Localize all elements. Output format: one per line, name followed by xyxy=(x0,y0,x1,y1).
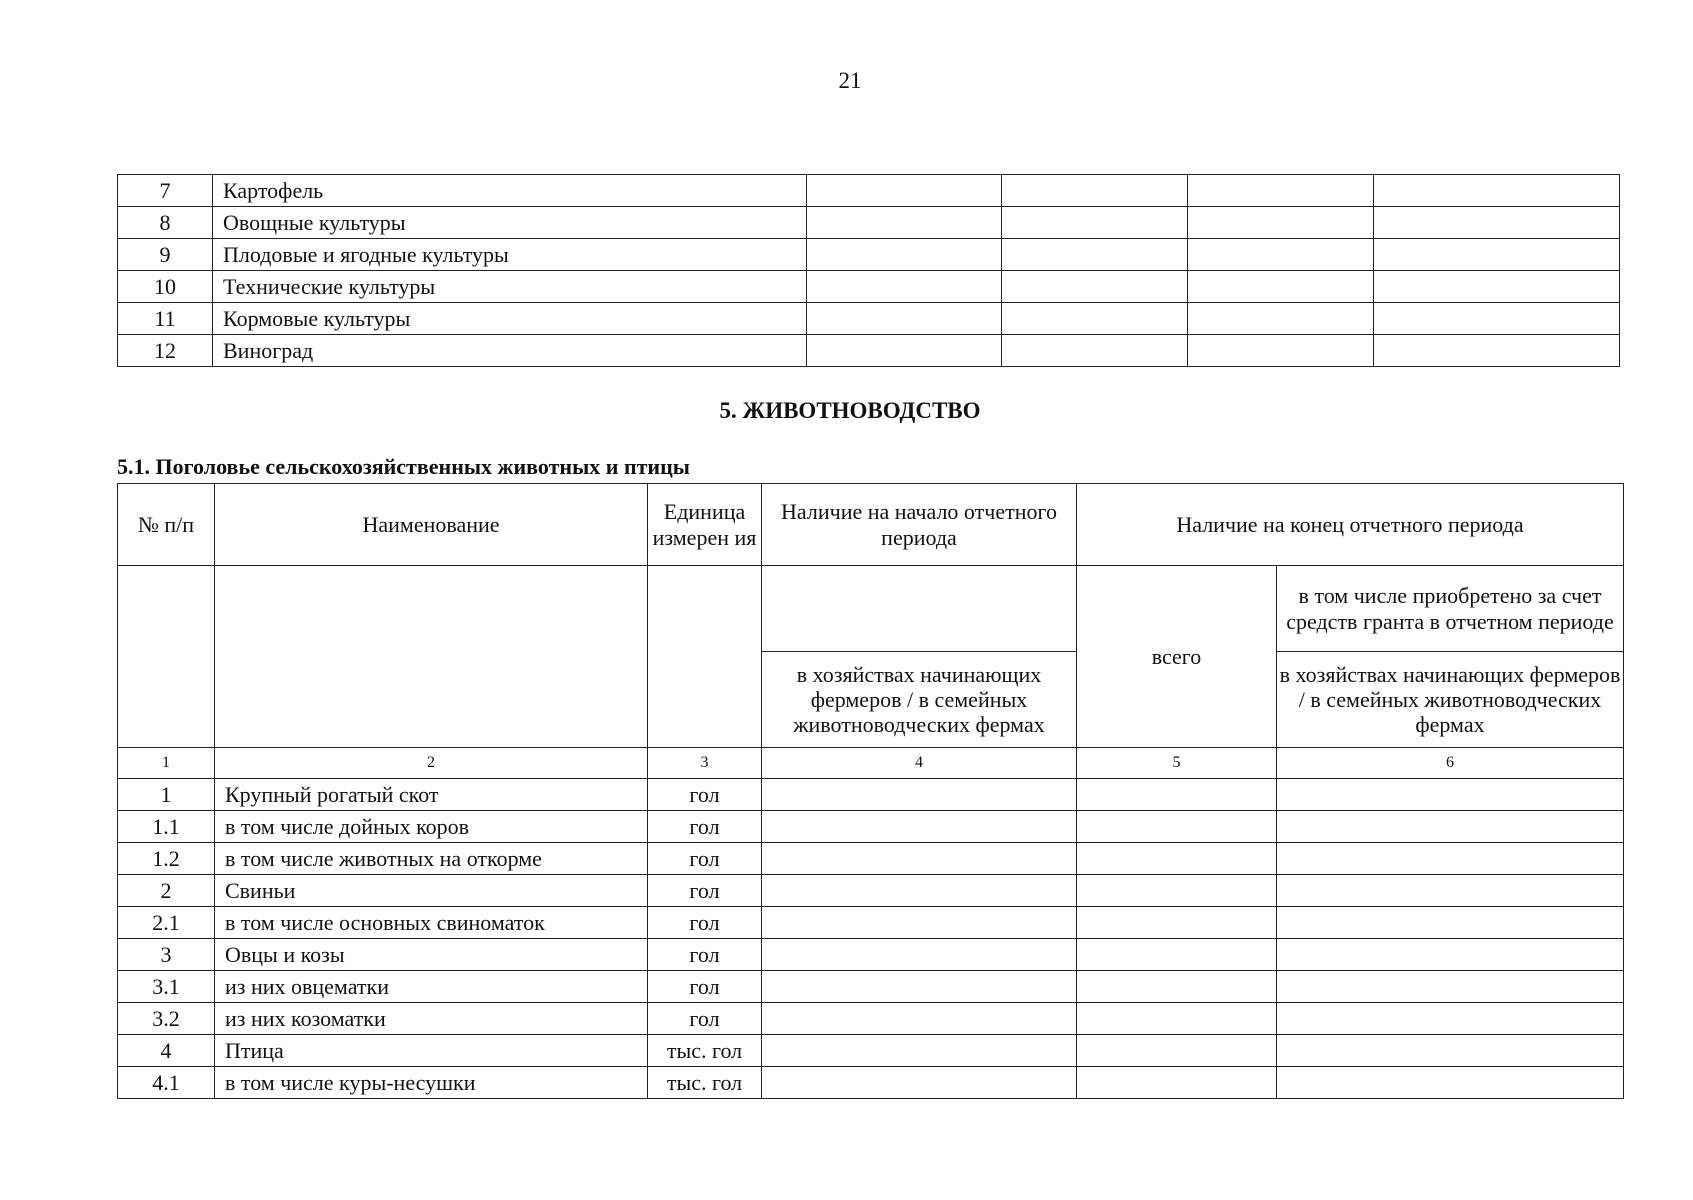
table-row xyxy=(118,811,1624,843)
animal-name: Крупный рогатый скот xyxy=(215,779,648,811)
animal-name: Птица xyxy=(215,1035,648,1067)
value-cell[interactable] xyxy=(1077,875,1277,907)
value-cell[interactable] xyxy=(762,1067,1077,1099)
value-cell[interactable] xyxy=(1374,207,1620,239)
value-cell[interactable] xyxy=(762,971,1077,1003)
unit-cell: гол xyxy=(648,811,762,843)
header-blank xyxy=(762,566,1077,652)
value-cell[interactable] xyxy=(1077,971,1277,1003)
value-cell[interactable] xyxy=(1277,907,1624,939)
header-grant: в том числе приобретено за счет средств гранта в отчетном периоде xyxy=(1277,566,1624,652)
page-number: 21 xyxy=(838,68,862,93)
unit-cell: тыс. гол xyxy=(648,1067,762,1099)
row-number: 3 xyxy=(118,939,215,971)
header-row xyxy=(118,484,1624,566)
header-start: Наличие на начало отчетного периода xyxy=(762,484,1077,566)
table-row xyxy=(118,303,1620,335)
table-row xyxy=(118,1035,1624,1067)
animal-name: из них козоматки xyxy=(215,1003,648,1035)
value-cell[interactable] xyxy=(762,1035,1077,1067)
table-row xyxy=(118,907,1624,939)
value-cell[interactable] xyxy=(807,303,1002,335)
value-cell[interactable] xyxy=(1188,303,1374,335)
value-cell[interactable] xyxy=(762,875,1077,907)
header-row xyxy=(118,566,1624,652)
row-number: 3.2 xyxy=(118,1003,215,1035)
value-cell[interactable] xyxy=(1002,239,1188,271)
row-number: 10 xyxy=(118,271,213,303)
value-cell[interactable] xyxy=(762,939,1077,971)
header-farms-grant: в хозяйствах начинающих фермеров / в семейных животноводческих фермах xyxy=(1277,652,1624,748)
row-number: 3.1 xyxy=(118,971,215,1003)
value-cell[interactable] xyxy=(807,335,1002,367)
value-cell[interactable] xyxy=(762,779,1077,811)
value-cell[interactable] xyxy=(1188,175,1374,207)
row-number: 1.1 xyxy=(118,811,215,843)
row-number: 9 xyxy=(118,239,213,271)
column-numbers-row xyxy=(118,748,1624,779)
crop-name: Картофель xyxy=(213,175,807,207)
value-cell[interactable] xyxy=(1002,271,1188,303)
unit-cell: гол xyxy=(648,939,762,971)
table-row xyxy=(118,779,1624,811)
crop-name: Виноград xyxy=(213,335,807,367)
row-number: 4.1 xyxy=(118,1067,215,1099)
value-cell[interactable] xyxy=(1277,939,1624,971)
value-cell[interactable] xyxy=(1277,1003,1624,1035)
value-cell[interactable] xyxy=(762,843,1077,875)
header-name: Наименование xyxy=(215,484,648,566)
value-cell[interactable] xyxy=(1188,271,1374,303)
unit-cell: гол xyxy=(648,843,762,875)
value-cell[interactable] xyxy=(1077,1067,1277,1099)
column-number: 3 xyxy=(648,748,762,779)
row-number: 11 xyxy=(118,303,213,335)
value-cell[interactable] xyxy=(1077,779,1277,811)
animal-name: в том числе основных свиноматок xyxy=(215,907,648,939)
unit-cell: гол xyxy=(648,875,762,907)
unit-cell: тыс. гол xyxy=(648,1035,762,1067)
value-cell[interactable] xyxy=(1374,335,1620,367)
table-row xyxy=(118,207,1620,239)
header-end: Наличие на конец отчетного периода xyxy=(1077,484,1624,566)
row-number: 1.2 xyxy=(118,843,215,875)
crop-name: Овощные культуры xyxy=(213,207,807,239)
unit-cell: гол xyxy=(648,1003,762,1035)
animal-name: в том числе животных на откорме xyxy=(215,843,648,875)
value-cell[interactable] xyxy=(1374,271,1620,303)
table-row xyxy=(118,335,1620,367)
row-number: 1 xyxy=(118,779,215,811)
header-farms-start: в хозяйствах начинающих фермеров / в семейных животноводческих фермах xyxy=(762,652,1077,748)
value-cell[interactable] xyxy=(807,271,1002,303)
value-cell[interactable] xyxy=(762,907,1077,939)
value-cell[interactable] xyxy=(1277,811,1624,843)
table-row xyxy=(118,1067,1624,1099)
value-cell[interactable] xyxy=(1188,207,1374,239)
unit-cell: гол xyxy=(648,971,762,1003)
value-cell[interactable] xyxy=(1077,1035,1277,1067)
header-unit: Единица измерен ия xyxy=(648,484,762,566)
value-cell[interactable] xyxy=(1374,303,1620,335)
header-num: № п/п xyxy=(118,484,215,566)
row-number: 2 xyxy=(118,875,215,907)
column-number: 6 xyxy=(1277,748,1624,779)
header-blank xyxy=(648,566,762,748)
header-total: всего xyxy=(1077,566,1277,748)
value-cell[interactable] xyxy=(1002,175,1188,207)
row-number: 4 xyxy=(118,1035,215,1067)
animal-name: Овцы и козы xyxy=(215,939,648,971)
animal-name: в том числе куры-несушки xyxy=(215,1067,648,1099)
animal-name: из них овцематки xyxy=(215,971,648,1003)
value-cell[interactable] xyxy=(1077,1003,1277,1035)
column-number: 2 xyxy=(215,748,648,779)
section-title: 5. ЖИВОТНОВОДСТВО xyxy=(719,398,981,423)
crop-name: Технические культуры xyxy=(213,271,807,303)
table-row xyxy=(118,1003,1624,1035)
column-number: 1 xyxy=(118,748,215,779)
value-cell[interactable] xyxy=(1077,843,1277,875)
column-number: 5 xyxy=(1077,748,1277,779)
header-blank xyxy=(215,566,648,748)
value-cell[interactable] xyxy=(807,239,1002,271)
table-row xyxy=(118,939,1624,971)
value-cell[interactable] xyxy=(1277,875,1624,907)
row-number: 12 xyxy=(118,335,213,367)
crops-table xyxy=(117,174,1620,367)
value-cell[interactable] xyxy=(807,207,1002,239)
value-cell[interactable] xyxy=(1077,939,1277,971)
value-cell[interactable] xyxy=(1277,1067,1624,1099)
table-row xyxy=(118,175,1620,207)
value-cell[interactable] xyxy=(1002,335,1188,367)
header-blank xyxy=(118,566,215,748)
value-cell[interactable] xyxy=(1188,335,1374,367)
unit-cell: гол xyxy=(648,907,762,939)
unit-cell: гол xyxy=(648,779,762,811)
table-row xyxy=(118,843,1624,875)
livestock-table xyxy=(117,483,1624,1099)
value-cell[interactable] xyxy=(1277,971,1624,1003)
column-number: 4 xyxy=(762,748,1077,779)
subsection-title: 5.1. Поголовье сельскохозяйственных животных и птицы xyxy=(117,454,690,479)
value-cell[interactable] xyxy=(1002,303,1188,335)
value-cell[interactable] xyxy=(1277,843,1624,875)
table-row xyxy=(118,271,1620,303)
animal-name: в том числе дойных коров xyxy=(215,811,648,843)
value-cell[interactable] xyxy=(1374,239,1620,271)
value-cell[interactable] xyxy=(762,1003,1077,1035)
row-number: 8 xyxy=(118,207,213,239)
value-cell[interactable] xyxy=(1188,239,1374,271)
row-number: 2.1 xyxy=(118,907,215,939)
value-cell[interactable] xyxy=(1277,779,1624,811)
value-cell[interactable] xyxy=(1374,175,1620,207)
value-cell[interactable] xyxy=(1277,1035,1624,1067)
crop-name: Плодовые и ягодные культуры xyxy=(213,239,807,271)
table-row xyxy=(118,971,1624,1003)
value-cell[interactable] xyxy=(762,811,1077,843)
value-cell[interactable] xyxy=(807,175,1002,207)
row-number: 7 xyxy=(118,175,213,207)
crop-name: Кормовые культуры xyxy=(213,303,807,335)
animal-name: Свиньи xyxy=(215,875,648,907)
table-row xyxy=(118,875,1624,907)
value-cell[interactable] xyxy=(1077,811,1277,843)
value-cell[interactable] xyxy=(1002,207,1188,239)
table-row xyxy=(118,239,1620,271)
value-cell[interactable] xyxy=(1077,907,1277,939)
